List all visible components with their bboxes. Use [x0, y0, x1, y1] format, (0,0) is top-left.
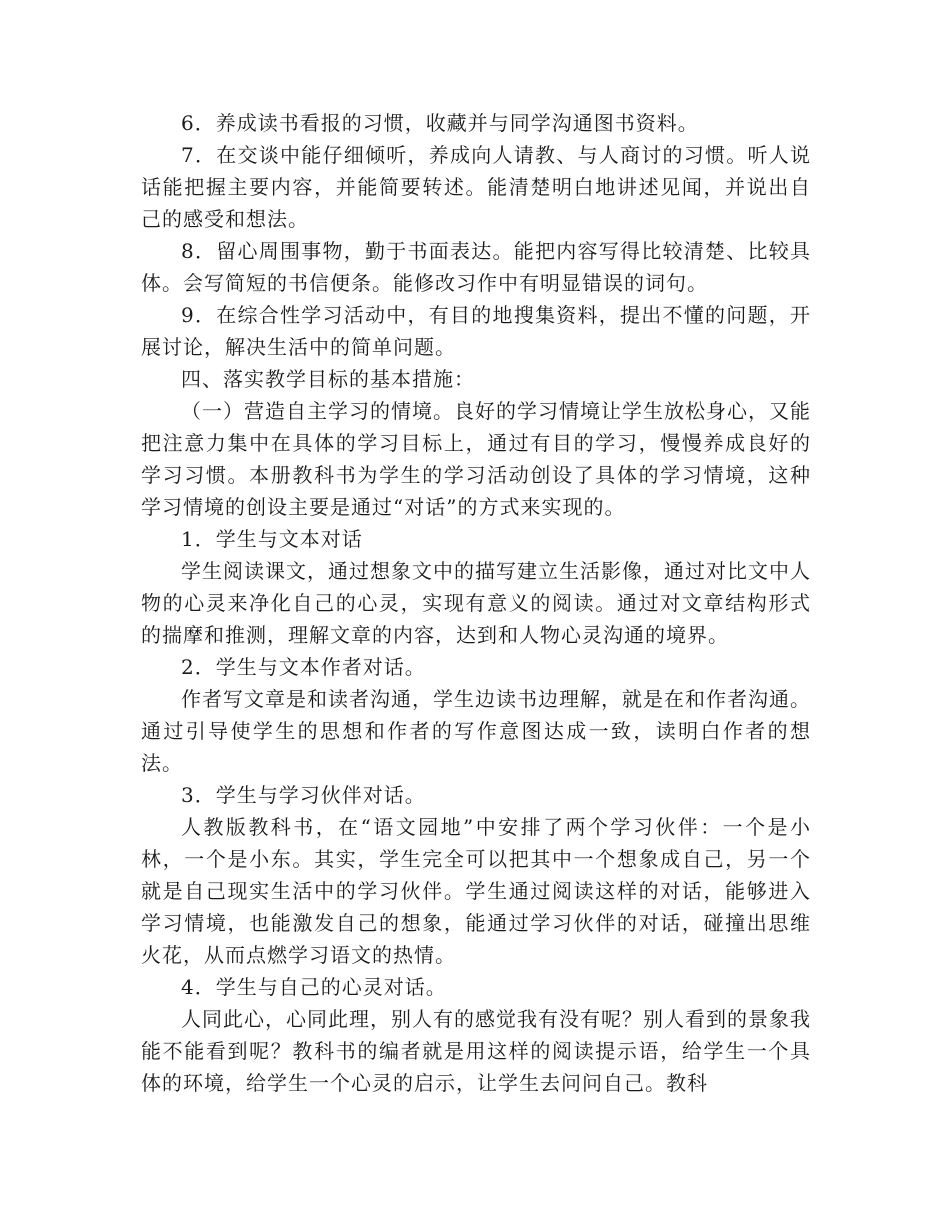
document-body [141, 107, 811, 1099]
paragraph-goal-7: 7．在交谈中能仔细倾听，养成向人请教、与人商讨的习惯。听人说话能把握主要内容，并能简要转述。能清楚明白地讲述见闻，并说出自己的感受和想法。 [141, 143, 811, 231]
paragraph-dialogue-partner: 人教版教科书，在“语文园地”中安排了两个学习伙伴：一个是小林，一个是小东。其实，学生完全可以把其中一个想象成自己，另一个就是自己现实生活中的学习伙伴。学生通过阅读这样的对话，能够进入学习情境，也能激发自己的想象，能通过学习伙伴的对话，碰撞出思维火花，从而点燃学习语文的热情。 [141, 815, 811, 967]
paragraph-goal-9: 9．在综合性学习活动中，有目的地搜集资料，提出不懂的问题，开展讨论，解决生活中的简单问题。 [141, 303, 811, 359]
paragraph-dialogue-text: 学生阅读课文，通过想象文中的描写建立生活影像，通过对比文中人物的心灵来净化自己的心灵，实现有意义的阅读。通过对文章结构形式的揣摩和推测，理解文章的内容，达到和人物心灵沟通的境界。 [141, 559, 811, 647]
paragraph-dialogue-self: 人同此心，心同此理，别人有的感觉我有没有呢？别人看到的景象我能不能看到呢？教科书的编者就是用这样的阅读提示语，给学生一个具体的环境，给学生一个心灵的启示，让学生去问问自己。教科 [141, 1007, 811, 1095]
subheading-dialogue-author: 2．学生与文本作者对话。 [181, 655, 426, 679]
paragraph-learning-context: （一）营造自主学习的情境。良好的学习情境让学生放松身心，又能把注意力集中在具体的学习目标上，通过有目的学习，慢慢养成良好的学习习惯。本册教科书为学生的学习活动创设了具体的学习情境，这种学习情境的创设主要是通过“对话”的方式来实现的。 [141, 399, 811, 519]
paragraph-dialogue-author: 作者写文章是和读者沟通，学生边读书边理解，就是在和作者沟通。通过引导使学生的思想和作者的写作意图达成一致，读明白作者的想法。 [141, 687, 811, 775]
paragraph-goal-8: 8．留心周围事物，勤于书面表达。能把内容写得比较清楚、比较具体。会写简短的书信便条。能修改习作中有明显错误的词句。 [141, 239, 811, 295]
subheading-dialogue-partner: 3．学生与学习伙伴对话。 [181, 783, 426, 807]
section-heading-measures: 四、落实教学目标的基本措施： [181, 367, 475, 391]
subheading-dialogue-self: 4．学生与自己的心灵对话。 [181, 975, 447, 999]
subheading-dialogue-text: 1．学生与文本对话 [181, 527, 363, 551]
paragraph-goal-6: 6．养成读书看报的习惯，收藏并与同学沟通图书资料。 [181, 111, 699, 135]
